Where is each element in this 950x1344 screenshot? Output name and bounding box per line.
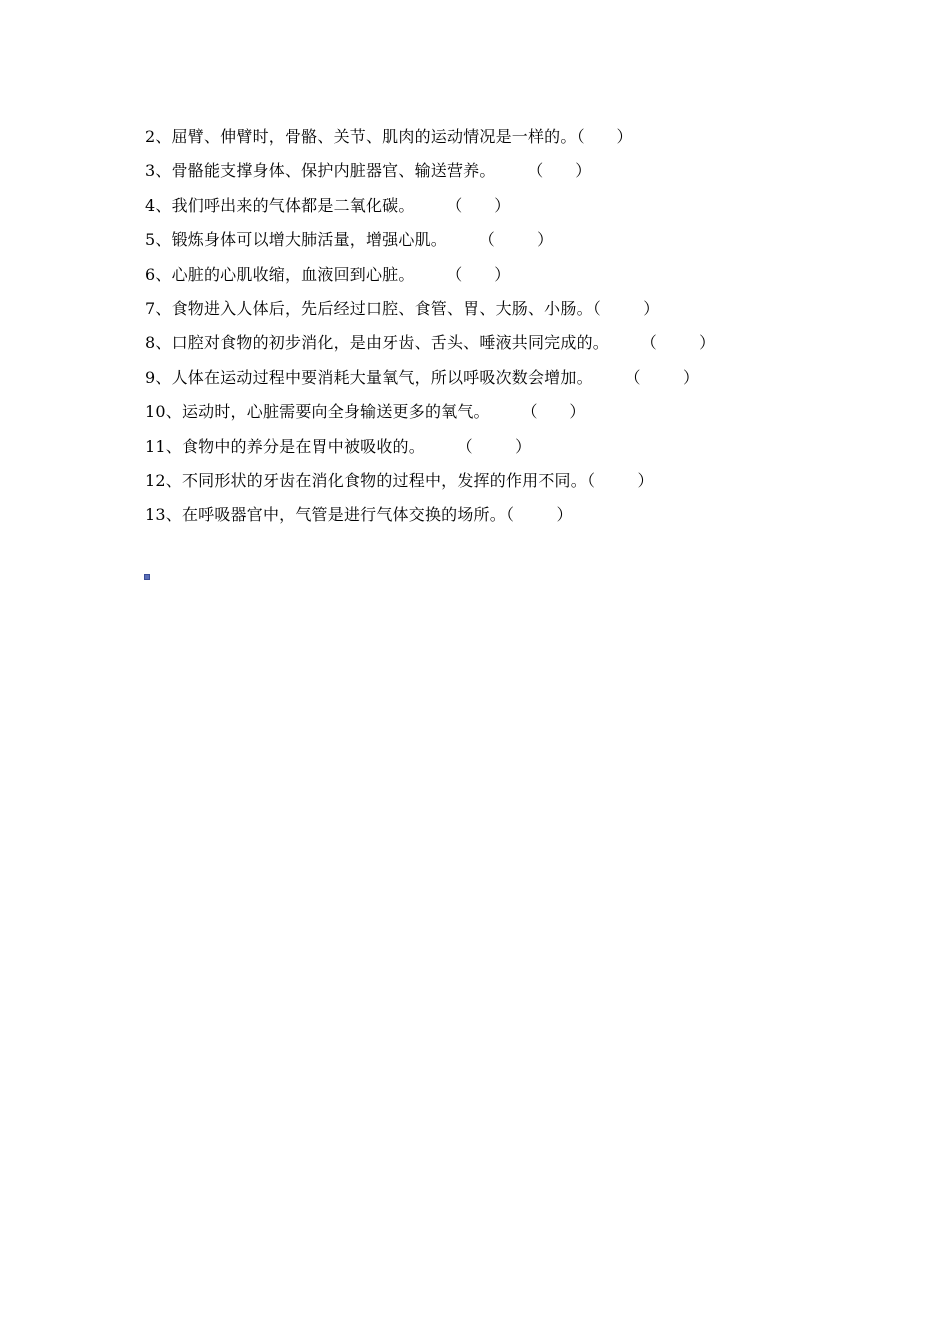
question-item: 5、锻炼身体可以增大肺活量，增强心肌。 （ ） <box>145 230 554 250</box>
question-item: 13、在呼吸器官中，气管是进行气体交换的场所。（ ） <box>145 505 573 525</box>
true-false-question-list <box>145 124 715 537</box>
question-item: 7、食物进入人体后，先后经过口腔、食管、胃、大肠、小肠。（ ） <box>145 298 660 318</box>
question-item: 11、食物中的养分是在胃中被吸收的。 （ ） <box>145 436 532 456</box>
question-item: 8、口腔对食物的初步消化，是由牙齿、舌头、唾液共同完成的。 （ ） <box>145 333 716 353</box>
anchor-marker-icon <box>144 574 150 580</box>
question-item: 6、心脏的心肌收缩，血液回到心脏。 （ ） <box>145 264 511 284</box>
question-item: 2、屈臂、伸臂时，骨骼、关节、肌肉的运动情况是一样的。（ ） <box>145 127 633 146</box>
question-item: 12、不同形状的牙齿在消化食物的过程中，发挥的作用不同。（ ） <box>145 470 654 490</box>
question-item: 3、骨骼能支撑身体、保护内脏器官、输送营养。 （ ） <box>145 161 592 181</box>
question-item: 10、运动时，心脏需要向全身输送更多的氧气。 （ ） <box>145 402 586 422</box>
question-item: 4、我们呼出来的气体都是二氧化碳。 （ ） <box>145 195 511 215</box>
question-item: 9、人体在运动过程中要消耗大量氧气，所以呼吸次数会增加。 （ ） <box>145 367 700 387</box>
